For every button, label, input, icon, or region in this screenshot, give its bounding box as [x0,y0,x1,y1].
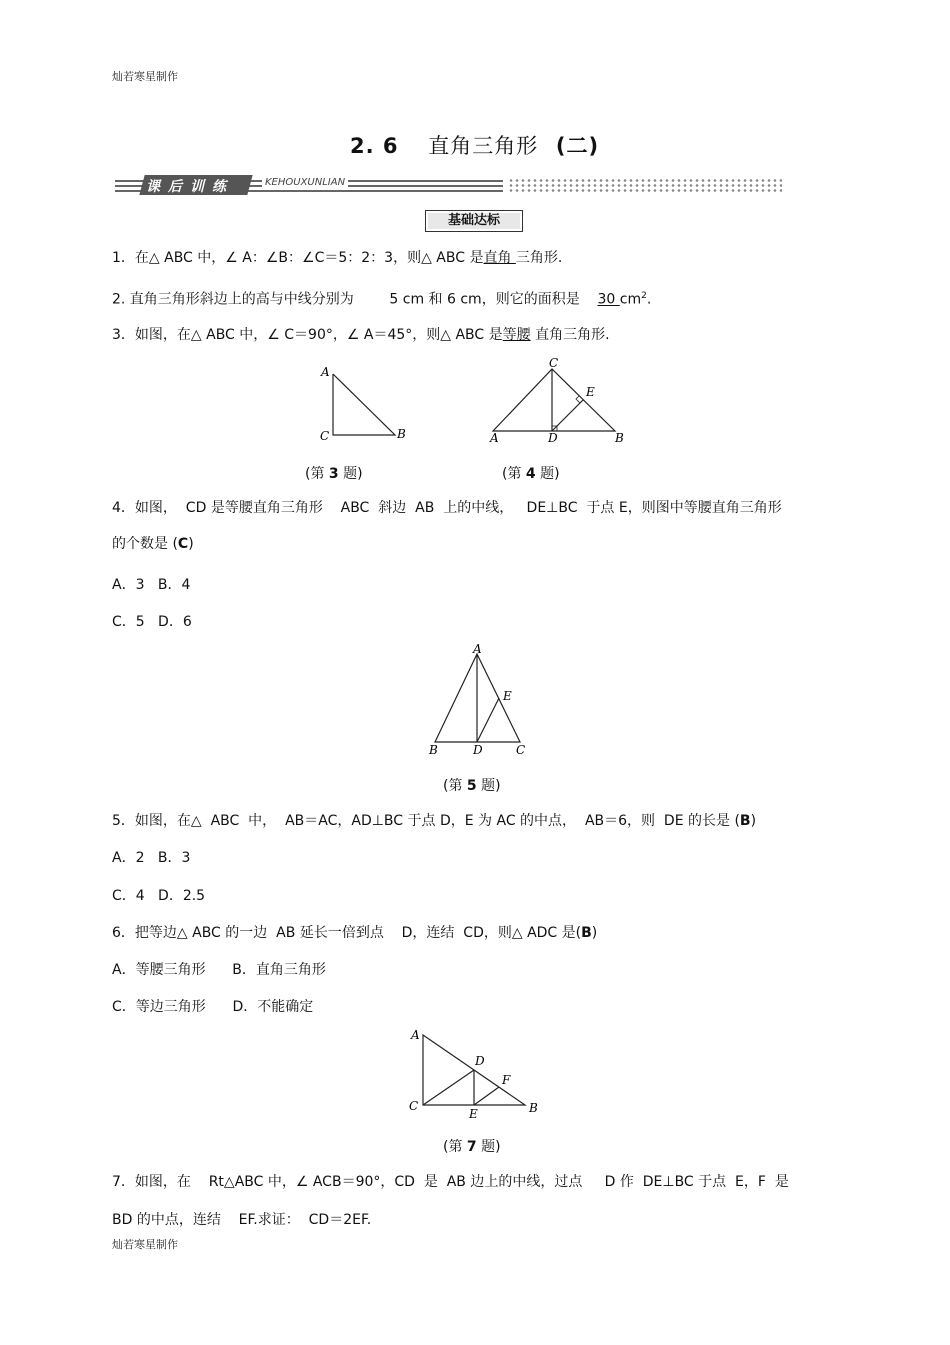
caption-fig5 [443,775,501,795]
q4-answer: C [177,536,189,552]
q6-options-cd: C．等边三角形 D．不能确定 [112,999,314,1015]
q2-answer: 30 [597,291,620,308]
caption-fig7 [443,1136,501,1156]
q2-text-end: . [646,291,652,308]
fig3-triangle [333,374,395,435]
caption-fig4-post: 题) [535,466,560,482]
q6-options-ab: A．等腰三角形 B．直角三角形 [112,962,326,978]
figure-4 [485,356,630,446]
fig7-label-e: E [469,1107,478,1120]
caption-fig7-num: 7 [466,1139,477,1155]
caption-fig5-post: 题) [476,778,501,794]
question-1 [112,248,562,268]
title-text: 直角三角形 [428,134,539,158]
question-7-line1: 7．如图，在 Rt△ABC 中，∠ ACB＝90°，CD 是 AB 边上的中线，过点 D 作 DE⊥BC 于点 E，F 是 [112,1174,789,1190]
figure-7 [405,1025,545,1120]
fig3-label-b: B [397,427,406,441]
q4-options-cd: C．5 D．6 [112,614,192,630]
q3-text: 3．如图，在△ ABC 中，∠ C＝90°，∠ A＝45°，则△ ABC 是 [112,327,503,343]
fig5-label-e: E [503,689,512,703]
fig4-label-b: B [615,431,624,445]
q5-text: 5．如图，在△ ABC 中， AB＝AC，AD⊥BC 于点 D，E 为 AC 的中点， AB＝6，则 DE 的长是 ( [112,813,740,829]
q2-text: 2. 直角三角形斜边上的高与中线分别为 5 cm 和 6 cm，则它的面积是 [112,291,598,308]
question-7-line2: BD 的中点，连结 EF.求证： CD＝2EF. [112,1212,372,1228]
banner-dots [508,178,782,192]
q5-options-ab: A．2 B．3 [112,850,191,866]
q6-text-end: ) [591,925,598,941]
caption-fig3 [305,463,363,483]
fig7-label-a: A [411,1028,420,1042]
banner-label-en: KEHOUXUNLIAN [262,177,348,188]
fig7-label-c: C [409,1099,419,1113]
fig7-label-f: F [502,1073,511,1087]
fig7-cd [423,1070,474,1105]
figure-5 [420,642,532,760]
fig3-label-a: A [321,365,330,379]
fig3-label-c: C [320,429,330,443]
title-number: 2. 6 [350,134,399,158]
caption-fig5-num: 5 [466,778,477,794]
caption-fig3-pre: (第 [305,466,329,482]
q5-text-end: ) [750,813,757,829]
section-tag: 基础达标 [425,210,523,232]
q2-unit: cm [619,291,642,308]
q5-answer: B [739,813,751,829]
caption-fig7-post: 题) [476,1139,501,1155]
caption-fig3-post: 题) [338,466,363,482]
banner-label-cn: 课后训练 [146,179,234,195]
question-2 [112,286,651,310]
fig4-label-e: E [586,385,595,399]
fig4-label-d: D [548,431,558,445]
title-suffix: (二) [555,134,600,158]
header-note: 灿若寒星制作 [112,70,178,83]
q4-text-end: ) [188,536,194,552]
fig4-label-c: C [549,356,559,370]
fig7-label-b: B [529,1101,538,1115]
caption-fig4 [502,463,560,483]
q5-options-cd: C．4 D．2.5 [112,888,206,904]
fig7-ef [474,1087,499,1105]
fig5-label-b: B [429,743,438,757]
fig7-label-d: D [475,1054,485,1068]
fig5-label-d: D [473,743,483,757]
caption-fig4-pre: (第 [502,466,526,482]
fig5-label-c: C [516,743,526,757]
q6-text: 6．把等边△ ABC 的一边 AB 延长一倍到点 D，连结 CD，则△ ADC 是( [112,925,582,941]
footer-note: 灿若寒星制作 [112,1238,178,1251]
fig4-right-angle-e [576,396,583,403]
q1-text: 1．在△ ABC 中，∠ A：∠B：∠C＝5：2：3，则△ ABC 是 [112,250,484,266]
caption-fig7-pre: (第 [443,1139,467,1155]
figure-3 [315,362,415,448]
question-4-line2 [112,534,194,554]
question-5 [112,811,756,831]
question-6 [112,923,597,943]
q1-answer: 直角 [483,250,516,266]
caption-fig3-num: 3 [328,466,339,482]
q3-answer: 等腰 [502,327,531,343]
q2-sup: 2 [641,291,647,301]
q6-answer: B [581,925,592,941]
caption-fig4-num: 4 [525,466,536,482]
fig5-label-a: A [473,642,482,656]
fig4-label-a: A [490,431,499,445]
q4-options-ab: A．3 B．4 [112,577,191,593]
fig4-triangle [493,369,615,431]
q3-text-end: 直角三角形. [530,327,610,343]
caption-fig5-pre: (第 [443,778,467,794]
question-4-line1: 4．如图， CD 是等腰直角三角形 ABC 斜边 AB 上的中线， DE⊥BC 于点 E，则图中等腰直角三角形 [112,500,782,516]
q1-text-end: 三角形. [515,250,563,266]
q4-text: 的个数是 ( [112,536,178,552]
fig5-de [477,698,499,742]
page-title [350,130,599,160]
question-3 [112,325,610,345]
